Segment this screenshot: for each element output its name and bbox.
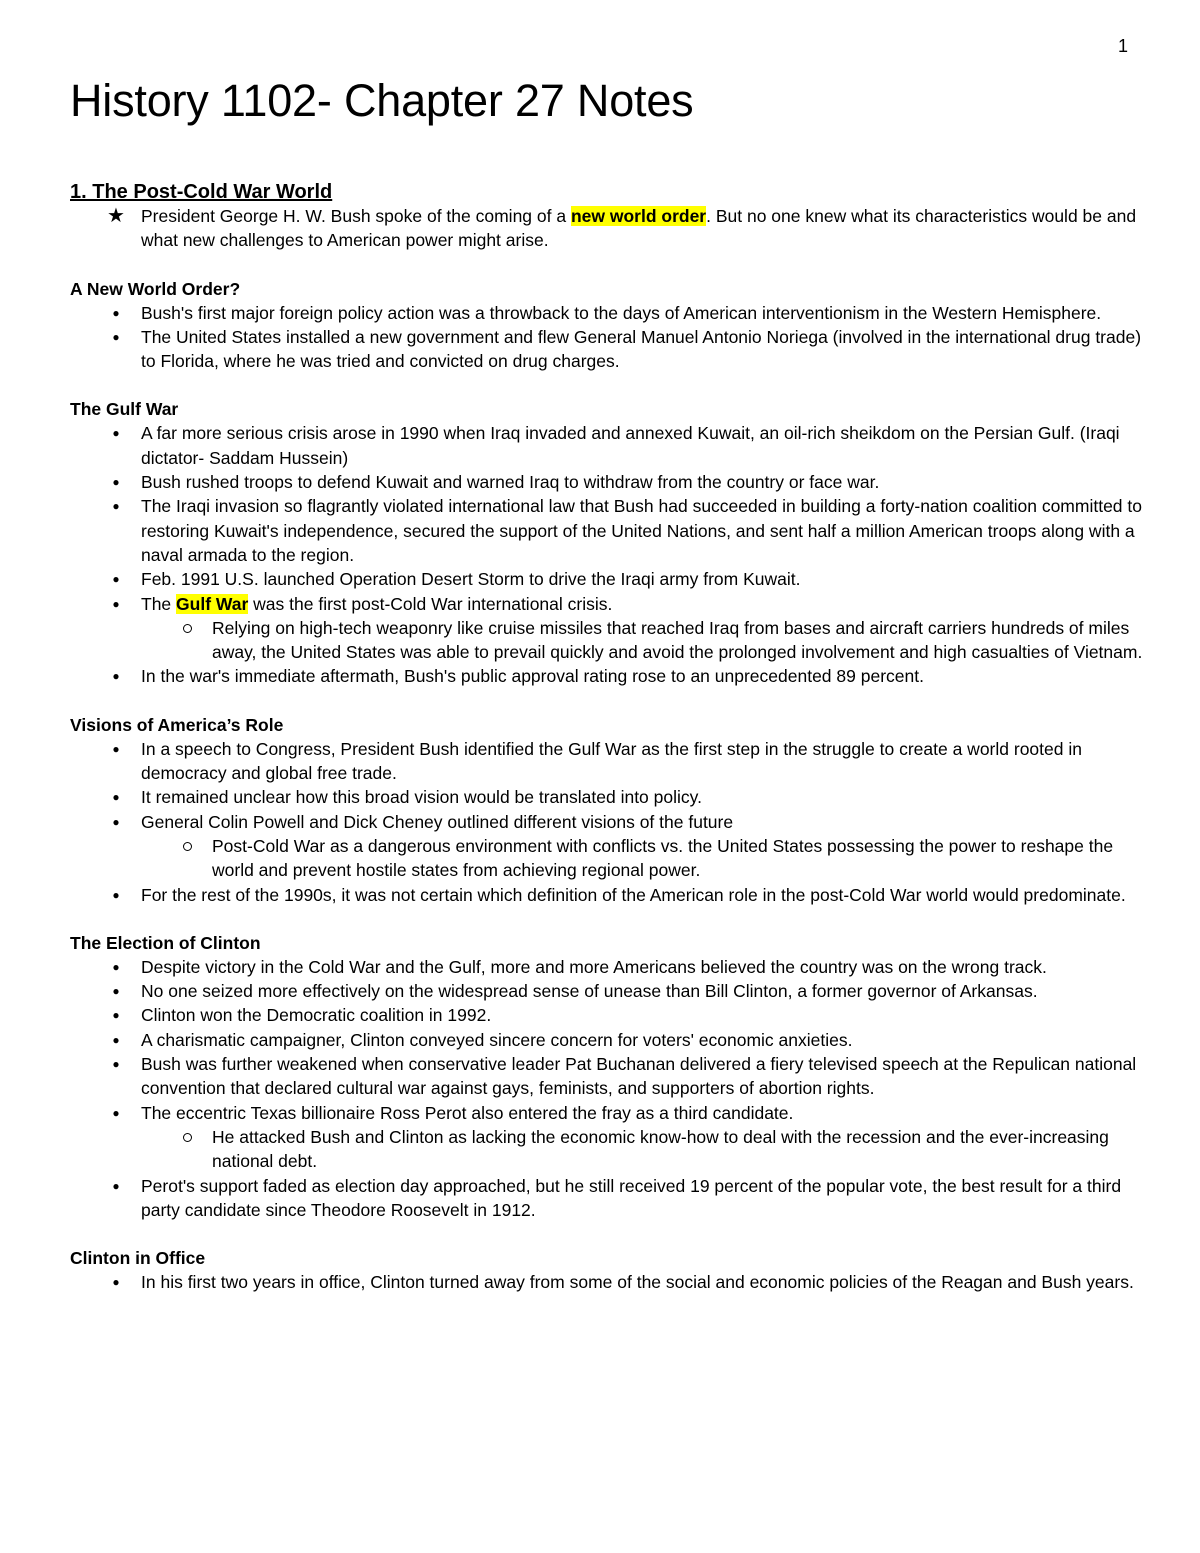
bullet-list (70, 737, 1150, 907)
list-item: ● Bush rushed troops to defend Kuwait and warned Iraq to withdraw from the country or face war. (70, 470, 1150, 494)
sub-list (141, 834, 1150, 883)
list-item: ● The Gulf War was the first post-Cold War international crisis. Relying on high-tech weaponry like cruise missiles that reached Iraq from bases and aircraft carriers hundreds of miles away, the United States was able to prevail quickly and avoid the prolonged involvement and high casualties of Vietnam. (70, 592, 1150, 665)
bullet-icon (106, 1028, 126, 1054)
sub-list (141, 616, 1150, 665)
list-item: ● A charismatic campaigner, Clinton conveyed sincere concern for voters' economic anxieties. (70, 1028, 1150, 1052)
bullet-icon (106, 470, 126, 496)
intro-list (70, 204, 1150, 253)
list-item: ● The Iraqi invasion so flagrantly violated international law that Bush had succeeded in building a forty-nation coalition committed to restoring Kuwait's independence, secured the support of the United Nations, and sent half a million American troops along with a naval armada to the region. (70, 494, 1150, 567)
sub-list (141, 1125, 1150, 1174)
bullet-icon (106, 979, 126, 1005)
sub-list-item: Post-Cold War as a dangerous environment with conflicts vs. the United States possessing the power to reshape the world and prevent hostile states from achieving regional power. (141, 834, 1150, 883)
bullet-list (70, 955, 1150, 1222)
bullet-icon (106, 883, 126, 909)
list-item: ● A far more serious crisis arose in 1990 when Iraq invaded and annexed Kuwait, an oil-rich sheikdom on the Persian Gulf. (Iraqi dictator- Saddam Hussein) (70, 421, 1150, 470)
document-body (70, 72, 1150, 1294)
bullet-icon (106, 664, 126, 690)
circle-bullet-icon (177, 834, 197, 858)
bullet-icon (106, 567, 126, 593)
list-item: ● In his first two years in office, Clinton turned away from some of the social and economic policies of the Reagan and Bush years. (70, 1270, 1150, 1294)
sub-list-item: He attacked Bush and Clinton as lacking the economic know-how to deal with the recession and the ever-increasing national debt. (141, 1125, 1150, 1174)
bullet-icon (106, 737, 126, 763)
bullet-icon (106, 494, 126, 520)
section-heading: 1. The Post-Cold War World (70, 181, 333, 203)
bullet-icon (106, 325, 126, 351)
bullet-icon (106, 810, 126, 836)
bullet-icon (106, 1270, 126, 1296)
bullet-icon (106, 785, 126, 811)
subheading: Visions of America’s Role (70, 714, 284, 735)
circle-bullet-icon (177, 616, 197, 640)
list-item: ★ President George H. W. Bush spoke of the coming of a new world order. But no one knew what its characteristics would be and what new challenges to American power might arise. (107, 205, 1137, 251)
list-item: ● No one seized more effectively on the widespread sense of unease than Bill Clinton, a former governor of Arkansas. (70, 979, 1150, 1003)
list-item: ● The United States installed a new government and flew General Manuel Antonio Noriega (involved in the international drug trade) to Florida, where he was tried and convicted on drug charges. (70, 325, 1150, 374)
bullet-list (70, 1270, 1150, 1294)
bullet-icon (106, 1174, 126, 1200)
sub-list-item: Relying on high-tech weaponry like cruise missiles that reached Iraq from bases and aircraft carriers hundreds of miles away, the United States was able to prevail quickly and avoid the prolonged involvement and high casualties of Vietnam. (141, 616, 1150, 665)
list-item: ● In a speech to Congress, President Bush identified the Gulf War as the first step in the struggle to create a world rooted in democracy and global free trade. (70, 737, 1150, 786)
bullet-list (70, 301, 1150, 374)
page-title: History 1102- Chapter 27 Notes (70, 75, 694, 126)
highlighted-term: Gulf War (176, 593, 249, 614)
bullet-icon (106, 1003, 126, 1029)
bullet-icon (106, 1052, 126, 1078)
list-item: ● Despite victory in the Cold War and the Gulf, more and more Americans believed the country was on the wrong track. (70, 955, 1150, 979)
list-item: ● Bush was further weakened when conservative leader Pat Buchanan delivered a fiery televised speech at the Repulican national convention that declared cultural war against gays, feminists, and supporters of abortion rights. (70, 1052, 1150, 1101)
bullet-icon (106, 592, 126, 618)
list-item: ● Clinton won the Democratic coalition in 1992. (70, 1003, 1150, 1027)
list-item: ● Feb. 1991 U.S. launched Operation Desert Storm to drive the Iraqi army from Kuwait. (70, 567, 1150, 591)
bullet-icon (106, 301, 126, 327)
list-item: ● It remained unclear how this broad vision would be translated into policy. (70, 785, 1150, 809)
circle-bullet-icon (177, 1125, 197, 1149)
subheading: The Election of Clinton (70, 932, 261, 953)
page-number: 1 (1118, 36, 1129, 56)
bullet-icon (106, 421, 126, 447)
subheading: Clinton in Office (70, 1248, 206, 1269)
bullet-list (70, 421, 1150, 688)
list-item: ● The eccentric Texas billionaire Ross Perot also entered the fray as a third candidate. He attacked Bush and Clinton as lacking the economic know-how to deal with the recession and the ever-increasing national debt. (70, 1101, 1150, 1174)
highlighted-term: new world order (570, 206, 707, 226)
bullet-icon (106, 955, 126, 981)
list-item: ● General Colin Powell and Dick Cheney outlined different visions of the future Post-Cold War as a dangerous environment with conflicts vs. the United States possessing the power to reshape the world and prevent hostile states from achieving regional power. (70, 810, 1150, 883)
subheading: A New World Order? (70, 278, 241, 299)
subheading: The Gulf War (70, 399, 179, 420)
list-item: ● Bush's first major foreign policy action was a throwback to the days of American interventionism in the Western Hemisphere. (70, 301, 1150, 325)
bullet-icon (106, 1101, 126, 1127)
list-item: ● Perot's support faded as election day approached, but he still received 19 percent of the popular vote, the best result for a third party candidate since Theodore Roosevelt in 1912. (70, 1174, 1150, 1223)
list-item: ● In the war's immediate aftermath, Bush's public approval rating rose to an unprecedented 89 percent. (70, 664, 1150, 688)
star-bullet-icon: ★ (107, 205, 125, 227)
list-item: ● For the rest of the 1990s, it was not certain which definition of the American role in the post-Cold War world would predominate. (70, 883, 1150, 907)
